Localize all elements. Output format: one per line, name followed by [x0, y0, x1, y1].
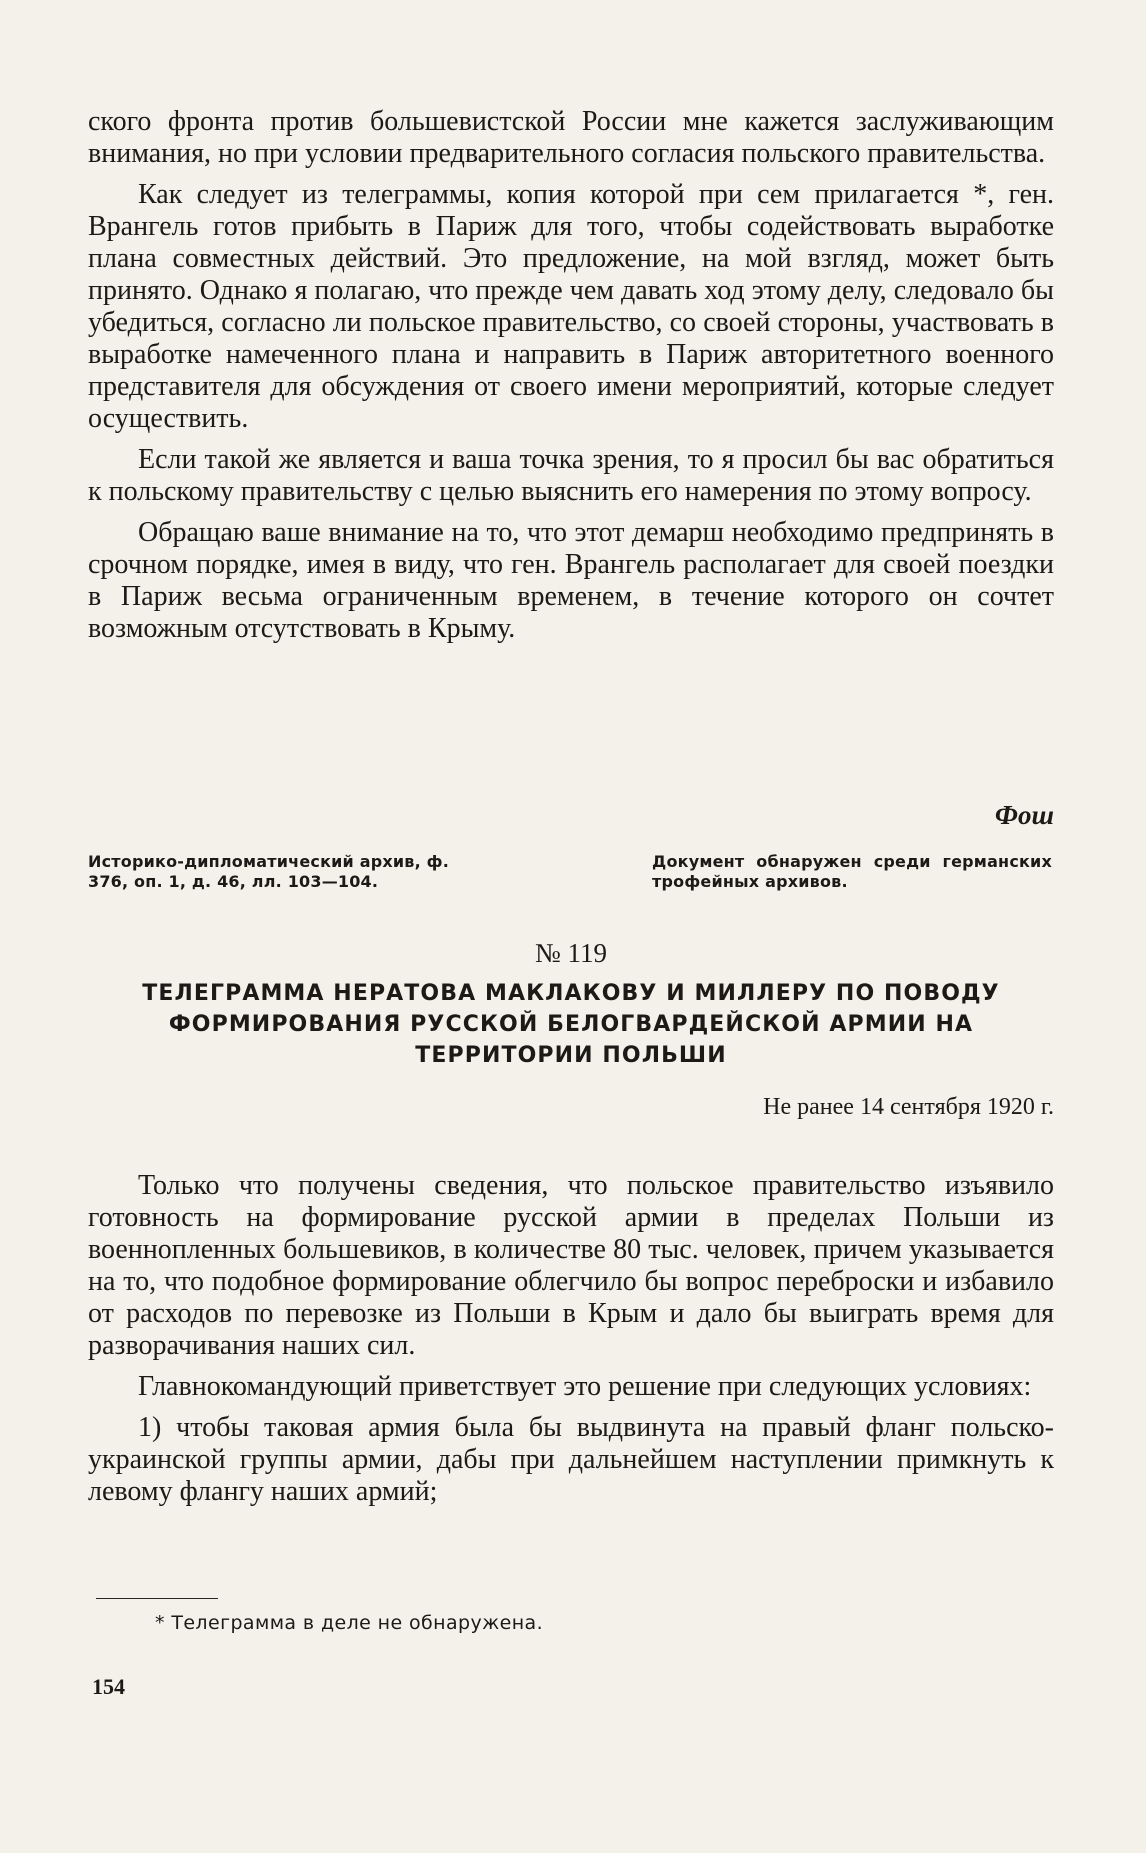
letter-body [88, 106, 1054, 654]
body-paragraph: Обращаю ваше внимание на то, что этот демарш необходимо предпринять в срочном порядке, имея в виду, что ген. Врангель располагает для своей поездки в Париж весьма ограниченным временем, в течение которого он сочтет возможным отсутствовать в Крыму. [88, 517, 1054, 644]
body-paragraph: Главнокомандующий приветствует это решение при следующих условиях: [138, 1371, 1032, 1402]
body-paragraph: Как следует из телеграммы, копия которой при сем прилагается *, ген. Врангель готов прибыть в Париж для того, чтобы содействовать выработке плана совместных действий. Это предложение, на мой взгляд, может быть принято. Однако я полагаю, что прежде чем давать ход этому делу, следовало бы убедиться, согласно ли польское правительство, со своей стороны, участвовать в выработке намеченного плана и направить в Париж авторитетного военного представителя для обсуждения от своего имени мероприятий, которые следует осуществить. [88, 179, 1054, 434]
document-number: № 119 [534, 938, 607, 968]
archive-note: Документ обнаружен среди германских трофейных архивов. [652, 852, 1052, 891]
body-paragraph: 1) чтобы таковая армия была бы выдвинута на правый фланг польско-украинской группы армии, дабы при дальнейшем наступлении примкнуть к левому флангу наших армий; [88, 1412, 1054, 1507]
page-number: 154 [92, 1674, 125, 1699]
signature: Фош [995, 800, 1054, 830]
body-paragraph: Только что получены сведения, что польское правительство изъявило готовность на формирование русской армии в пределах Польши из военнопленных большевиков, в количестве 80 тыс. человек, причем указывается на то, что подобное формирование облегчило бы вопрос переброски и избавило от расходов по перевозке из Польши в Крым и дало бы выиграть время для разворачивания наших сил. [88, 1170, 1054, 1361]
body-paragraph: ского фронта против большевистской России мне кажется заслуживающим внимания, но при условии предварительного согласия польского правительства. [88, 106, 1054, 169]
telegram-body [88, 1170, 1054, 1517]
footnote-divider [96, 1598, 218, 1599]
footnote: * Телеграмма в деле не обнаружена. [155, 1612, 544, 1634]
archive-source: Историко-дипломатический архив, ф. 376, оп. 1, д. 46, лл. 103—104. [88, 852, 450, 891]
document-date: Не ранее 14 сентября 1920 г. [763, 1094, 1054, 1120]
document-title: ТЕЛЕГРАММА НЕРАТОВА МАКЛАКОВУ И МИЛЛЕРУ ПО ПОВОДУ ФОРМИРОВАНИЯ РУССКОЙ БЕЛОГВАРДЕЙСКОЙ АРМИИ НА ТЕРРИТОРИИ ПОЛЬШИ [142, 981, 1000, 1068]
body-paragraph: Если такой же является и ваша точка зрения, то я просил бы вас обратиться к польскому правительству с целью выяснить его намерения по этому вопросу. [88, 444, 1054, 507]
